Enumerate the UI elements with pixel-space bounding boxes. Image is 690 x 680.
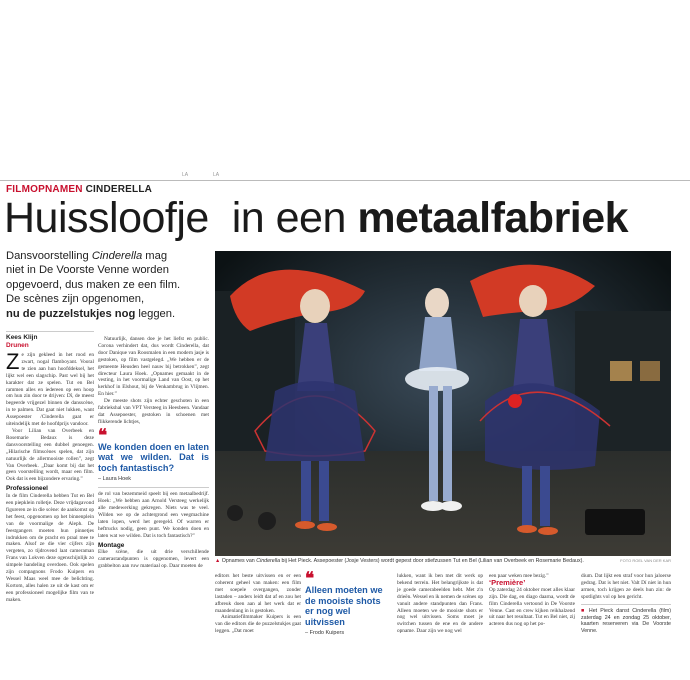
kicker-section: FILMOPNAMEN (6, 184, 83, 195)
intro-line-5-end: leggen. (135, 307, 176, 320)
info-rule (581, 604, 671, 605)
article-column-3 (215, 573, 301, 635)
intro-line-3: opgevoerd, dus maken ze een film. (6, 278, 181, 291)
drop-cap: Z (6, 349, 20, 374)
col1-paragraph-3: In de film Cinderella hebben Tut en Bel een piepklein rolletje. Deze vrijdagavond figureren ze in die scène: de aankomst op het feest, opgenomen op het binnenplein van de voormalige de Aleph. De feestgangers moeten hun pinnetjes indrukken om de pracht en praal mee te maken. Alsof ze die vier cijfers zijn vergeten, zo tijdrovend laat cameraman Frans van Lokven deze ogenschijnlijk zo simpele handeling overdoen. Ook spelen zijn compagnons Frodo Kuipers en Wessel Maas weel mee de belichting. Kortom, alles halen ze uit de kast om er een professioneel mogelijke film van te maken. (6, 493, 94, 603)
pull-quote-2-text: Alleen moeten we de mooiste shots er nog wel uitvissen (305, 585, 383, 627)
quote-mark-icon: ❝ (305, 569, 315, 588)
author: Kees Klijn (6, 334, 38, 341)
top-rule (0, 180, 690, 181)
pull-quote-1-text: We konden doen en laten wat we wilden. Dat is toch fantastisch? (98, 441, 209, 473)
pull-quote-1 (98, 425, 209, 483)
headline-bold: metaalfabriek (357, 194, 629, 242)
byline-rule (6, 331, 94, 332)
caption-italic: Cinderella (256, 558, 281, 564)
article-column-2 (98, 336, 209, 570)
headline-light: Huissloofje in een (4, 194, 358, 242)
quote-rule (98, 487, 209, 488)
photo-illustration (215, 251, 671, 556)
intro-line-1-end: mag (142, 250, 168, 262)
caption-text: bij Het Pieck. Assepoester (Josje Vesters) wordt gepest door stiefzussen Tut en Bel (Lilian van Overbeek en Rosemarie Bedaux). (280, 558, 584, 564)
article-column-6 (581, 573, 671, 635)
page-number-left: LA (182, 172, 189, 178)
subheading-professioneel: Professioneel (6, 485, 48, 493)
pull-quote-2-author: – Frodo Kuipers (305, 630, 345, 636)
intro-line-5-bold: nu de puzzelstukjes nog (6, 307, 136, 320)
col1-paragraph-1: e zijn gekleed in het rood en zwart, nogal flamboyant. Vooral te zien aan hun hoofddeksel, het lijkt wel een slagschip. Past wel bij het karakter dat ze spelen. Tut en Bel rammen alles en iedereen op een hoop om hun zin door te drijven: Dî, de meest begeerde vrijgezel binnen de dansscène, in te palmen. Dat gaat niet lukken, want Assepoester /Cinderella gaat er uiteindelijk met de hoofdprijs vandoor. (6, 352, 94, 428)
article-photo (215, 251, 671, 556)
caption-triangle-icon: ▲ (215, 558, 221, 564)
article-column-4 (397, 573, 483, 635)
subheading-premiere: ‘Première’ (489, 577, 526, 587)
pull-quote-1-author: – Laura Hoek (98, 476, 132, 483)
bullet-icon: ■ (581, 607, 586, 614)
intro-line-1: Dansvoorstelling (6, 250, 92, 262)
article-column-5 (489, 573, 575, 628)
quote-mark-icon: ❝ (98, 425, 108, 445)
info-box (581, 608, 671, 636)
subheading-montage: Montage (98, 541, 125, 549)
col3-paragraph-1: editors het beste uitvissen en er een coherent geheel van maken: een film met soepele overgangen, zonder lastaden – anders leidt dat af en zou het afbreuk doen aan al het werk dat er maandenlang in is gestoken. (215, 573, 301, 614)
col2-paragraph-4: Elke scène, die uit drie verschillende camerastandpunten is opgenomen, levert een grabbelton aan ruw materiaal op. Daar moeten de (98, 549, 209, 570)
col1-paragraph-2: Voor Lilian van Overbeek en Rosemarie Bedaux is deze dansvoorstelling een dubbel genoegen. „Hilarische filmscènes spelen, dat zijn natuurlijk de allermooiste rollen”, zegt Van Overbeek. „Daar komt bij dat het geen voorstelling wordt, maar een film. Ook dat is een bijzondere ervaring.” (6, 427, 94, 483)
col3-paragraph-2: Animatiefilmmaker Kuipers is een van die editors die de puzzelstukjes gaat leggen. „Dat moet (215, 614, 301, 635)
headline (4, 192, 628, 244)
intro-text (6, 249, 211, 321)
page-number-right: LA (213, 172, 220, 178)
col5-paragraph-1: een paar weken mee bezig.” (489, 573, 549, 579)
kicker-topic: CINDERELLA (85, 184, 153, 195)
col6-paragraph-1: dium. Dat lijkt een straf voor hun jaloerse gedrag. Dat is het niet. Valt Dí niet in hun armen, toch krijgen ze deels hun zin: de spotlights vol op hen gericht. (581, 573, 671, 600)
article-column-1 (6, 349, 94, 604)
info-text: Het Pieck danst Cinderella (film) zaterdag 24 en zondag 25 oktober, kaarten reserveren via De Voorste Venne. (581, 607, 671, 635)
col2-paragraph-1: Natuurlijk, dansen doe je het liefst en public. Corona verhindert dat, dus wordt Cinderella, dat door Danique van Roosmalen in een modern jasje is gestoken, op film vastgelegd. „We hebben er de gemeente Heusden heel nauw bij betrokken”, zegt directeur Laura Hoek. „Opnames gemaakt in de vesting, in het voormalige Land van Oost, op het kerkhof in Elshout, bij de Venkambrug in Vlijmen. En hier.” (98, 336, 209, 398)
col2-paragraph-3: de rol van bezemmeid speelt bij een metaalbedrijf. Hoek: „We hebben aan Arnold Versteeg werkelijk alle medewerking gekregen. Niets was te veel. Wilden we op de achtergrond een veegmachine laten lopen, werd het geregeld. Of warren er heftrucks nodig, geen punt. We konden doen en laten wat we wilden. Dat is toch fantastisch?” (98, 491, 209, 539)
intro-italic: Cinderella (91, 250, 143, 262)
intro-line-4: De scènes zijn opgenomen, (6, 293, 145, 306)
dateline-place: Drunen (6, 342, 29, 349)
intro-line-2: niet in De Voorste Venne worden (6, 264, 169, 277)
col5-paragraph-2: Op zaterdag 24 oktober moet alles klaar zijn. Die dag, en diago daarna, wordt de film Cinderella vertoond in De Voorste Venne. Cast en crew kijken reikhalzend uit naar het resultaat. Tut en Bel niet, zij acteren dus nog op het po- (489, 586, 575, 628)
col4-paragraph-1: lukken, want ik ben met dit werk op bekend terrein. Het belangrijkste is dat je goede camerabeelden hebt. Met z'n drieën. Wessel en ik nemen de scènes op vanuit andere standpunten dan Frans. Alleen moeten we de mooiste shots er nog wel uitvissen. Soms moet je switchen tussen de ene en de andere opname. Daar zijn we nog wel (397, 573, 483, 635)
caption-prefix: Opnames van (221, 558, 257, 564)
pull-quote-2 (305, 569, 389, 636)
col2-paragraph-2: De meeste shots zijn echter geschoten in een fabriekshal van VPT Versteeg in Heesbeen. Vandaar dat Assepoester, gestoken in schoenen met flikkerende lichtjes, (98, 398, 209, 425)
photo-caption (215, 558, 671, 564)
photo-credit: FOTO ROEL VAN DER KAR (620, 558, 671, 563)
